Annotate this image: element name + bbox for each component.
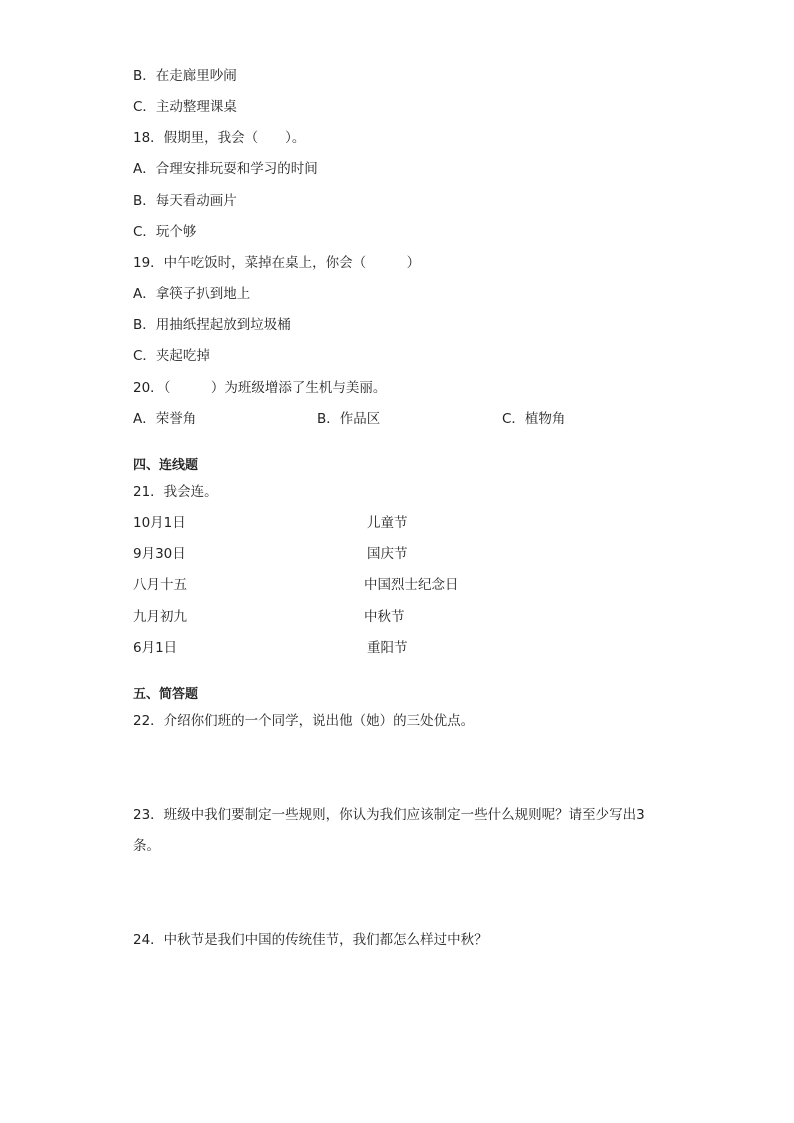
q17-option-c: C．主动整理课桌 [133,99,237,115]
match-left-item: 9月30日 [133,546,186,562]
q24-stem: 24．中秋节是我们中国的传统佳节，我们都怎么样过中秋？ [133,932,488,948]
match-right-item: 中国烈士纪念日 [364,577,459,593]
q17-option-b: B．在走廊里吵闹 [133,68,237,84]
q21-stem: 21．我会连。 [133,484,218,500]
q18-option-a: A．合理安排玩耍和学习的时间 [133,161,318,177]
match-left-item: 6月1日 [133,640,178,656]
q23-stem-line2: 条。 [133,838,160,854]
q20-option-a: A．荣誉角 [133,411,197,427]
q20-option-c: C．植物角 [502,411,566,427]
q20-stem: 20．（ ）为班级增添了生机与美丽。 [133,380,387,396]
match-left-item: 八月十五 [133,577,187,593]
match-right-item: 中秋节 [364,609,405,625]
match-right-item: 重阳节 [367,640,408,656]
q19-option-a: A．拿筷子扒到地上 [133,286,251,302]
section-5-heading: 五、简答题 [133,687,199,702]
q23-stem-line1: 23．班级中我们要制定一些规则，你认为我们应该制定一些什么规则呢？请至少写出3 [133,807,645,823]
q18-option-b: B．每天看动画片 [133,193,237,209]
q20-option-b: B．作品区 [317,411,381,427]
match-right-item: 儿童节 [367,515,408,531]
match-left-item: 九月初九 [133,609,187,625]
match-right-item: 国庆节 [367,546,408,562]
q19-option-c: C．夹起吃掉 [133,348,210,364]
section-4-heading: 四、连线题 [133,458,199,473]
q18-option-c: C．玩个够 [133,224,197,240]
q18-stem: 18．假期里，我会（ ）。 [133,130,306,146]
q19-option-b: B．用抽纸捏起放到垃圾桶 [133,317,291,333]
match-left-item: 10月1日 [133,515,186,531]
q19-stem: 19．中午吃饭时，菜掉在桌上，你会（ ） [133,255,421,271]
q22-stem: 22．介绍你们班的一个同学，说出他（她）的三处优点。 [133,713,475,729]
